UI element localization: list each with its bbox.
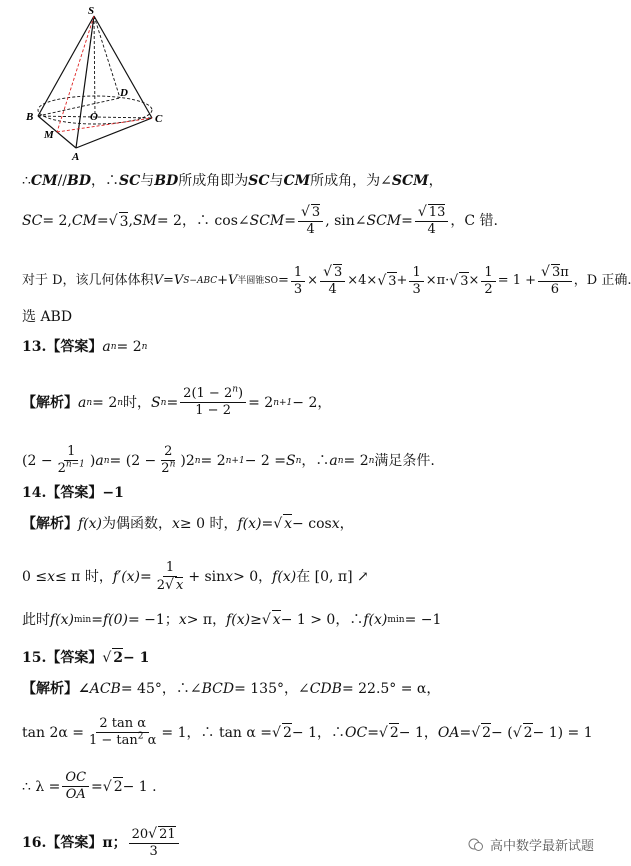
text: =: [162, 273, 174, 288]
math-var: f(x): [363, 611, 388, 628]
answer-label: 14.【答案】−1: [22, 485, 124, 501]
edge-SO: [94, 16, 95, 116]
text: ∴: [22, 173, 31, 189]
math-var: x: [47, 569, 55, 585]
text: = 2: [343, 452, 369, 469]
numerator: OC: [62, 770, 89, 787]
sqrt-sign: √: [261, 611, 271, 628]
text: ，: [428, 173, 443, 189]
math-var: f′(x): [112, 569, 141, 585]
text: 此时: [22, 611, 50, 628]
text: = −1；: [127, 611, 179, 628]
text: ≤ π 时，: [55, 569, 113, 585]
watermark-text: 高中数学最新试题: [489, 839, 594, 854]
numerator-post: π: [560, 265, 569, 280]
fraction: [86, 716, 159, 749]
edge-MC: [57, 118, 152, 132]
denominator: 1 − tan: [88, 733, 138, 748]
text: tan 2α =: [22, 724, 84, 741]
math-var: OC: [344, 724, 368, 741]
sqrt-value: 3: [119, 213, 129, 230]
numerator: 13: [428, 205, 446, 220]
denominator: 3: [412, 281, 421, 297]
math-var: SCM: [391, 173, 429, 189]
edge-BD: [38, 98, 120, 116]
text: )2: [180, 452, 195, 469]
math-var: a: [95, 452, 104, 469]
text: ，D 正确.: [573, 273, 631, 288]
edge-SA: [76, 16, 94, 148]
wechat-icon: [468, 837, 484, 853]
sqrt-value: 3: [460, 273, 469, 289]
sqrt-sign: √: [102, 778, 112, 795]
text: = 22.5° = α，: [341, 681, 441, 697]
text: = 2,: [42, 213, 72, 229]
text: (2 −: [22, 452, 53, 469]
fraction: [62, 770, 89, 803]
math-var: BD: [67, 173, 91, 189]
text: − (: [491, 724, 513, 741]
math-var: x: [172, 515, 180, 532]
sqrt-value: 2: [113, 779, 123, 795]
label-O: O: [90, 111, 98, 123]
line-8: [22, 484, 124, 502]
text: =: [459, 724, 472, 741]
denominator: 1 − 2: [195, 403, 231, 418]
text: = −1: [404, 611, 442, 628]
denominator: 4: [427, 222, 436, 237]
text: ，C 错.: [450, 213, 498, 229]
text: 所成角即为: [178, 173, 249, 189]
answer-label: 15.【答案】: [22, 649, 103, 666]
math-var: SC: [118, 173, 141, 189]
math-var: SC: [248, 173, 270, 189]
math-var: SCM: [366, 213, 402, 229]
text: +: [396, 273, 408, 288]
text: = 1 +: [497, 273, 537, 288]
fraction: $\frac{√ 3}{4}$: [320, 264, 345, 298]
fraction: [291, 265, 305, 298]
sqrt-sign: √: [102, 649, 112, 666]
sqrt-sign: √: [108, 213, 118, 229]
math-var: f(x): [226, 611, 251, 628]
text: ): [89, 452, 96, 469]
math-var: x: [225, 569, 234, 585]
edge-SD: [94, 16, 120, 98]
text: − 1) = 1: [532, 724, 593, 741]
sqrt-value: 2: [389, 725, 399, 741]
math-var: f(x): [237, 515, 262, 532]
sqrt-value: 2: [523, 725, 533, 741]
numerator: 2 tan α: [96, 716, 149, 733]
sqrt-value: 3: [388, 273, 397, 289]
text: ×π·: [425, 273, 450, 288]
math-var: SCM: [249, 213, 285, 229]
superscript: n: [232, 384, 239, 395]
fraction: [55, 444, 88, 477]
math-var: S: [151, 394, 161, 411]
answer-label: 13.【答案】: [22, 339, 103, 355]
text: =: [91, 778, 103, 795]
numerator: 2: [161, 444, 175, 461]
label-D: D: [120, 87, 128, 99]
fraction: [180, 386, 246, 419]
analysis-label: 【解析】: [22, 394, 78, 411]
text: 在 [0, π] ↗: [296, 569, 369, 585]
sqrt-sign: √: [272, 724, 281, 741]
math-var: CM: [71, 213, 97, 229]
analysis-label: 【解析】∠: [22, 681, 90, 697]
numerator: 2(1 − 2: [183, 386, 233, 401]
sqrt-sign: √: [377, 273, 387, 289]
text: ，∴ cos∠: [181, 213, 250, 229]
denominator: 3: [149, 844, 158, 859]
text: =: [277, 273, 289, 288]
numerator: 1: [163, 560, 177, 577]
fraction: $\frac{20√ 21}{3}$: [129, 826, 179, 860]
sqrt-value: 2: [482, 725, 492, 741]
text: ≥ 0 时，: [179, 515, 238, 532]
denominator-post: α: [143, 733, 157, 748]
math-var: CDB: [309, 681, 342, 697]
superscript: n−1: [65, 459, 85, 470]
line-5: 13.【答案】 a n = 2 n: [22, 339, 148, 355]
text: + sin: [188, 569, 226, 585]
text: − 1 .: [122, 778, 157, 795]
text: = 2: [92, 394, 118, 411]
watermark: [468, 835, 594, 854]
text: − 1，∴: [291, 724, 345, 741]
fraction: $\frac{√ 13}{4}$: [415, 204, 448, 238]
line-14: [22, 716, 593, 749]
denominator: 6: [550, 282, 560, 297]
math-var: V: [228, 273, 238, 288]
line-2: [22, 204, 498, 238]
math-var: a: [329, 452, 338, 469]
line-15: [22, 770, 157, 803]
text: 与: [269, 173, 284, 189]
fraction: [409, 265, 423, 298]
denominator: 4: [328, 282, 337, 297]
math-var: V: [173, 273, 184, 288]
text: ，∴: [90, 173, 119, 189]
text: =: [261, 515, 274, 532]
denominator-pre: 2: [156, 578, 166, 593]
numerator: 1: [481, 265, 495, 282]
label-B: B: [26, 111, 34, 123]
label-M: M: [44, 129, 54, 141]
text: − 2，: [292, 394, 332, 411]
sqrt-sign: √: [471, 724, 481, 741]
math-var: x: [178, 611, 187, 628]
label-S: S: [88, 5, 95, 17]
sqrt-sign: √: [378, 724, 388, 741]
text: ，∴: [301, 452, 330, 469]
sqrt-value: x: [284, 516, 293, 532]
math-var: a: [102, 339, 111, 355]
denominator: 3: [293, 281, 303, 297]
text: > π，: [186, 611, 227, 628]
text: = (2 −: [109, 452, 157, 469]
text: ，: [339, 515, 354, 532]
text: = 45°，∴∠: [120, 681, 202, 697]
line-13: [22, 680, 440, 698]
text: = 2: [248, 394, 274, 411]
text: 对于 D，该几何体体积: [22, 273, 154, 288]
text: 所成角，为∠: [310, 173, 392, 189]
math-var: CM: [283, 173, 311, 189]
fraction: [481, 265, 495, 298]
line-3: 对于 D，该几何体体积 V = V S−ABC + V 半圆锥SO = $\frac{1}{3}$ × $\frac{√ 3}{4}$ ×4× √ 3 + $\frac{1}{3}$ ×π· √ 3 × $\frac{1}{2}$ = 1 + $\frac{√ 3\pi}{6}$ ，D 正确.: [22, 264, 631, 297]
text: 满足条件.: [374, 452, 435, 469]
math-var: SM: [132, 213, 157, 229]
text: − 1 > 0，∴: [280, 611, 364, 628]
numerator: 3: [333, 265, 343, 280]
text: 0 ≤: [22, 569, 48, 585]
line-1: [22, 172, 443, 190]
numerator-post: ): [238, 386, 244, 401]
superscript: 2: [137, 731, 144, 742]
math-var: f(0): [102, 611, 128, 628]
numerator: 1: [291, 265, 305, 282]
text: ×: [307, 273, 319, 288]
math-var: OA: [437, 724, 460, 741]
edge-SB: [38, 16, 94, 116]
label-C: C: [155, 113, 163, 125]
text: = 2: [200, 452, 226, 469]
text: − cos: [292, 515, 332, 532]
math-var: BCD: [201, 681, 235, 697]
text: =: [401, 213, 413, 229]
math-var: f(x): [78, 515, 103, 532]
math-var: SC: [22, 213, 43, 229]
math-var: CM: [30, 173, 58, 189]
text: − 1，: [398, 724, 438, 741]
fraction: $\frac{√ 3}{4}$: [298, 204, 323, 238]
text: = 2: [116, 339, 142, 355]
line-10: [22, 560, 369, 594]
denominator: 2: [161, 461, 170, 476]
text: − 1: [123, 649, 150, 666]
denominator: 2: [57, 461, 66, 476]
sqrt-sign: √: [273, 515, 283, 532]
math-var: f(x): [272, 569, 297, 585]
denominator: x: [175, 578, 184, 593]
line-6: 【解析】 a n = 2 n 时， S n = $\frac{2(1 - 2^n)}{1 - 2}$ = 2 n+1 − 2，: [22, 384, 332, 418]
text: ∴ λ =: [22, 778, 61, 795]
fraction: $\frac{√ 3\pi}{6}$: [538, 264, 572, 298]
text: = 1，∴ tan α =: [161, 724, 273, 741]
numerator: 21: [159, 827, 176, 842]
math-var: S: [285, 452, 296, 469]
text: 为偶函数，: [102, 515, 173, 532]
numerator-pre: 20: [131, 827, 149, 842]
numerator: 3: [551, 265, 561, 280]
text: , sin∠: [325, 213, 367, 229]
fraction: [158, 444, 178, 477]
numerator: 1: [64, 444, 78, 461]
text: =: [96, 213, 109, 229]
sqrt-sign: √: [512, 724, 522, 741]
edge-AC: [76, 118, 152, 148]
denominator: 4: [306, 222, 315, 237]
text: ×: [468, 273, 480, 288]
text: =: [284, 213, 296, 229]
math-var: ACB: [89, 681, 121, 697]
text: +: [217, 273, 229, 288]
text: ×4×: [347, 273, 378, 288]
text: =: [367, 724, 379, 741]
analysis-label: 【解析】: [22, 515, 78, 532]
numerator: 1: [409, 265, 423, 282]
fraction: $\frac{1}{2√ x}$: [156, 560, 184, 593]
line-4: [22, 308, 72, 326]
denominator: OA: [65, 787, 86, 802]
text: − 2 =: [244, 452, 286, 469]
text: =: [91, 611, 103, 628]
text: ≥: [250, 611, 262, 628]
line-9: [22, 514, 354, 533]
superscript: n: [169, 459, 176, 470]
line-16: [22, 826, 181, 860]
answer-label: 16.【答案】π；: [22, 835, 127, 851]
text: 选 ABD: [22, 309, 73, 325]
sqrt-value: x: [272, 612, 281, 628]
text: //: [57, 173, 67, 189]
label-A: A: [72, 151, 80, 163]
text: 与: [140, 173, 155, 189]
sqrt-sign: √: [449, 273, 459, 289]
text: =: [166, 394, 179, 411]
line-7: (2 − $\frac{1}{2^{n-1}}$ ) a n = (2 − $\frac{2}{2^n}$ )2 n = 2 n+1 − 2 = S n ，∴ a n = 2 n 满足条件.: [22, 444, 435, 476]
math-var: V: [153, 273, 163, 288]
numerator: 3: [311, 205, 321, 220]
edge-SM: [57, 16, 94, 132]
math-var: BD: [154, 173, 179, 189]
text: =: [140, 569, 152, 585]
line-12: [22, 648, 149, 667]
text: ,: [128, 213, 133, 229]
line-11: 此时 f(x) min = f(0) = −1； x > π， f(x) ≥ √ x − 1 > 0，∴ f(x) min = −1: [22, 611, 442, 628]
denominator: 2: [484, 281, 493, 297]
math-var: x: [331, 515, 340, 532]
sqrt-value: 2: [282, 725, 292, 741]
pyramid-figure: [24, 6, 184, 162]
text: 时，: [123, 394, 152, 411]
text: = 135°，∠: [234, 681, 310, 697]
text: > 0，: [233, 569, 273, 585]
sqrt-value: 2: [113, 650, 124, 666]
math-var: a: [78, 394, 87, 411]
math-var: f(x): [50, 611, 75, 628]
text: = 2: [156, 213, 182, 229]
